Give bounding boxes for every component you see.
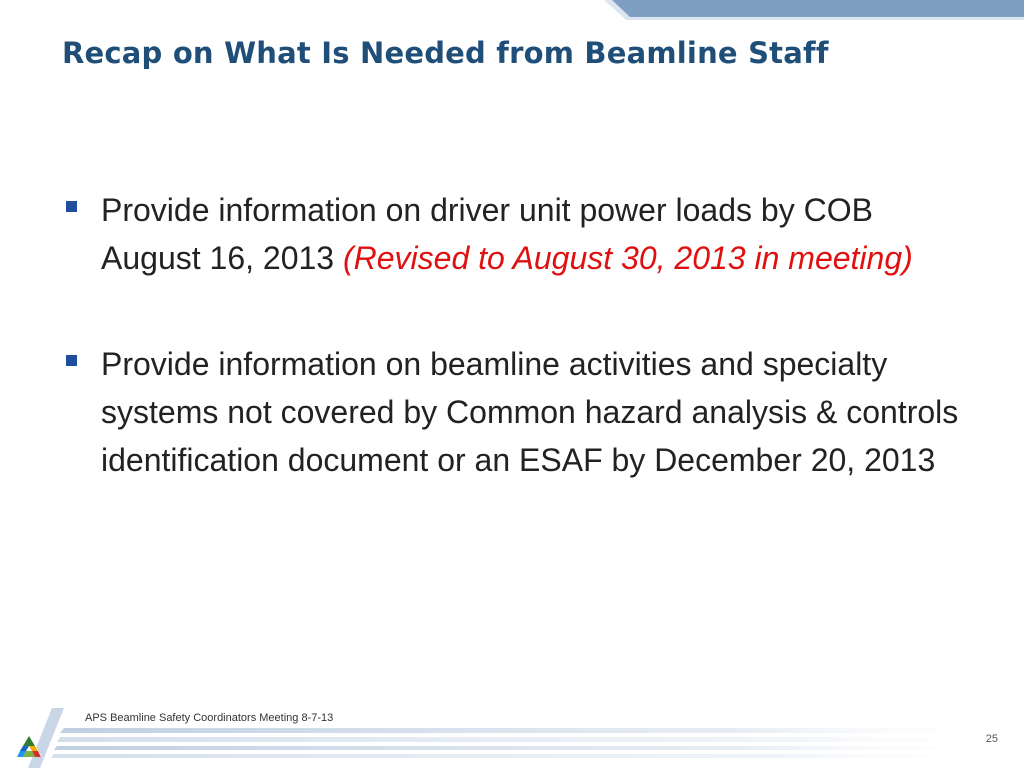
- top-banner: [604, 0, 1024, 20]
- bullet-list: [62, 186, 962, 484]
- slide-title: Recap on What Is Needed from Beamline Staff: [62, 36, 829, 70]
- bullet-text: Provide information on beamline activities and specialty systems not covered by Common hazard analysis & controls identification document or an ESAF by December 20, 2013: [101, 346, 959, 478]
- square-bullet-icon: [66, 201, 77, 212]
- argonne-logo-icon: [16, 735, 42, 759]
- page-number: 25: [985, 733, 998, 745]
- footer-meeting-label: APS Beamline Safety Coordinators Meeting 8-7-13: [85, 712, 334, 724]
- revised-date-note: (Revised to August 30, 2013 in meeting): [342, 240, 913, 276]
- square-bullet-icon: [66, 355, 77, 366]
- bullet-text: Provide information on driver unit power loads by COB August 16, 2013: [101, 192, 873, 276]
- bullet-item: [62, 186, 962, 282]
- bullet-item: [62, 340, 962, 484]
